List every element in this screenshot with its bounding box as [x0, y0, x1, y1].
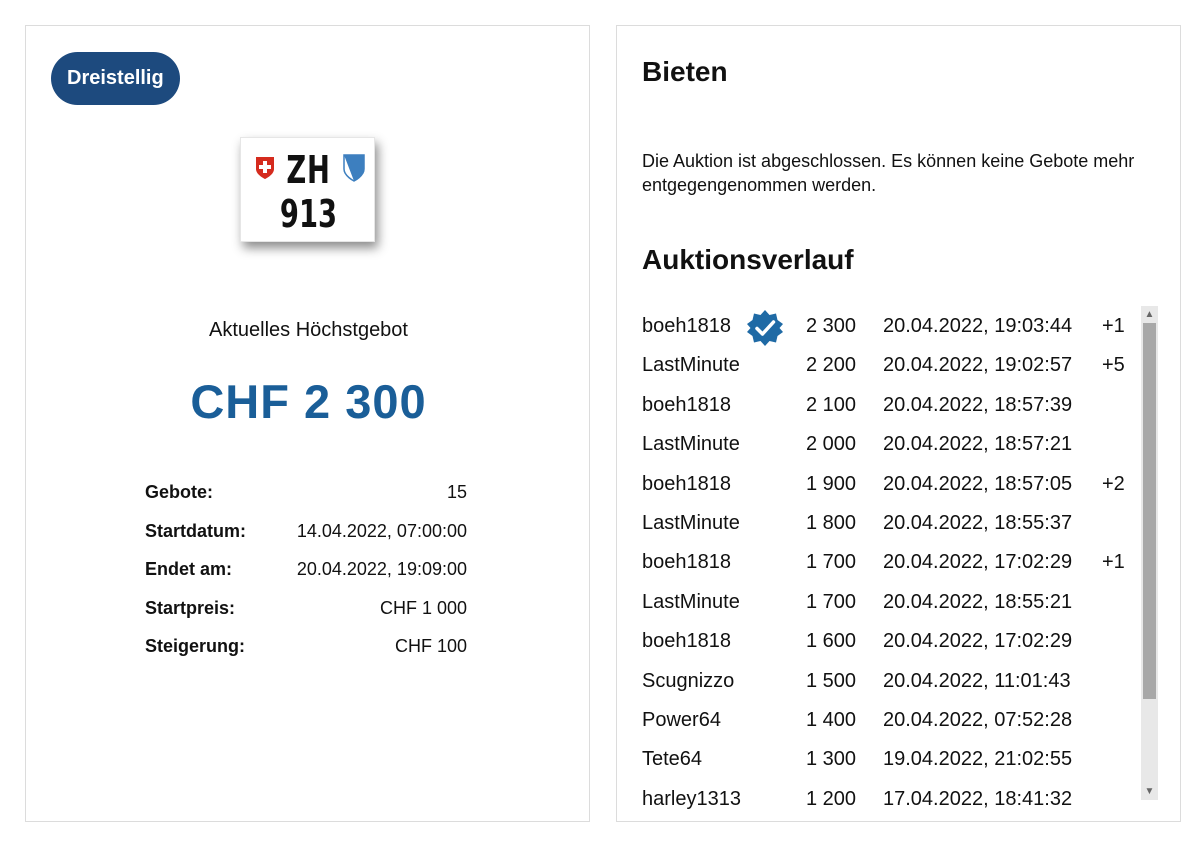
bid-extra-count[interactable]: +1 — [1102, 551, 1125, 574]
scroll-down-arrow-icon[interactable]: ▼ — [1144, 786, 1155, 797]
bidder-name: LastMinute — [642, 354, 740, 377]
bid-date: 20.04.2022, 19:02:57 — [883, 354, 1073, 377]
bid-amount: 1 200 — [806, 787, 857, 810]
bid-amount: 1 400 — [806, 708, 857, 731]
bidder-name: boeh1818 — [642, 472, 731, 495]
bid-amount: 1 500 — [806, 669, 857, 692]
bid-amount: 1 800 — [806, 511, 857, 534]
bidder-name: Scugnizzo — [642, 669, 735, 692]
license-plate-image — [240, 137, 375, 242]
bid-amount: 2 000 — [806, 433, 857, 456]
bid-date: 20.04.2022, 18:57:39 — [883, 393, 1073, 416]
bid-date: 20.04.2022, 18:55:21 — [883, 590, 1073, 613]
bidder-name: boeh1818 — [642, 393, 731, 416]
fact-label: Endet am: — [145, 559, 233, 579]
bid-amount: 1 700 — [806, 551, 857, 574]
plate-number: 913 — [279, 192, 338, 236]
bid-amount: 1 300 — [806, 748, 857, 771]
plate-info-panel — [25, 25, 590, 822]
plate-canton: ZH — [286, 148, 331, 192]
bidder-name: harley1313 — [642, 787, 741, 810]
bid-date: 20.04.2022, 17:02:29 — [883, 551, 1073, 574]
history-row — [642, 345, 1132, 384]
bid-amount: 1 600 — [806, 630, 857, 653]
auction-facts — [145, 478, 467, 671]
history-row — [642, 306, 1132, 345]
bid-date: 17.04.2022, 18:41:32 — [883, 787, 1073, 810]
bid-history-list[interactable] — [642, 306, 1132, 810]
current-bid-amount: CHF 2 300 — [190, 375, 427, 428]
history-row — [642, 661, 1132, 700]
fact-row — [145, 555, 467, 594]
bidder-name: LastMinute — [642, 433, 740, 456]
bid-amount: 1 700 — [806, 590, 857, 613]
bid-extra-count[interactable]: +2 — [1102, 472, 1125, 495]
bidder-name: boeh1818 — [642, 551, 731, 574]
bid-extra-count[interactable]: +5 — [1102, 354, 1125, 377]
bid-date: 20.04.2022, 18:57:21 — [883, 433, 1073, 456]
bid-date: 20.04.2022, 11:01:43 — [883, 669, 1071, 692]
bid-date: 20.04.2022, 18:57:05 — [883, 472, 1073, 495]
fact-label: Steigerung: — [145, 636, 246, 656]
fact-value: 20.04.2022, 19:09:00 — [296, 559, 467, 579]
fact-row — [145, 632, 467, 671]
zurich-shield-icon — [343, 154, 365, 182]
history-row — [642, 582, 1132, 621]
fact-row — [145, 478, 467, 517]
history-title: Auktionsverlauf — [642, 244, 854, 275]
fact-row — [145, 517, 467, 556]
bid-date: 20.04.2022, 17:02:29 — [883, 630, 1073, 653]
fact-value: 14.04.2022, 07:00:00 — [296, 520, 467, 541]
history-row — [642, 700, 1132, 739]
bid-amount: 1 900 — [806, 472, 857, 495]
bid-amount: 2 200 — [806, 354, 857, 377]
bid-date: 19.04.2022, 21:02:55 — [883, 748, 1073, 771]
history-row — [642, 464, 1132, 503]
history-scrollbar[interactable] — [1141, 306, 1158, 800]
category-badge[interactable]: Dreistellig — [51, 52, 180, 105]
history-row — [642, 542, 1132, 581]
history-row — [642, 385, 1132, 424]
bidder-name: Power64 — [642, 708, 721, 731]
scroll-up-arrow-icon[interactable]: ▲ — [1144, 309, 1155, 320]
history-row — [642, 424, 1132, 463]
bidder-name: LastMinute — [642, 590, 740, 613]
bid-date: 20.04.2022, 18:55:37 — [883, 511, 1073, 534]
fact-value: 15 — [446, 482, 467, 502]
fact-label: Gebote: — [145, 482, 214, 502]
bid-amount: 2 100 — [806, 393, 857, 416]
history-row — [642, 621, 1132, 660]
history-row — [642, 779, 1132, 818]
bid-date: 20.04.2022, 19:03:44 — [883, 315, 1073, 337]
fact-row — [145, 594, 467, 633]
fact-label: Startdatum: — [145, 520, 247, 541]
bidder-name: boeh1818 — [642, 315, 731, 337]
history-row — [642, 739, 1132, 778]
bid-amount: 2 300 — [806, 315, 857, 337]
bidder-name: boeh1818 — [642, 630, 731, 653]
scrollbar-thumb[interactable] — [1143, 323, 1156, 699]
current-bid-label: Aktuelles Höchstgebot — [208, 319, 408, 341]
bidding-title: Bieten — [642, 56, 728, 87]
bid-date: 20.04.2022, 07:52:28 — [883, 708, 1073, 731]
auction-closed-message: Die Auktion ist abgeschlossen. Es können keine Gebote mehr entgegengenommen werden. — [642, 151, 1135, 195]
bidding-panel — [616, 25, 1181, 822]
fact-label: Startpreis: — [145, 597, 236, 618]
verified-badge-icon — [746, 309, 784, 347]
fact-value: CHF 100 — [394, 636, 467, 656]
bidder-name: Tete64 — [642, 748, 703, 771]
bidder-name: LastMinute — [642, 511, 740, 534]
bid-extra-count[interactable]: +1 — [1102, 315, 1125, 337]
history-row — [642, 503, 1132, 542]
fact-value: CHF 1 000 — [379, 597, 467, 618]
